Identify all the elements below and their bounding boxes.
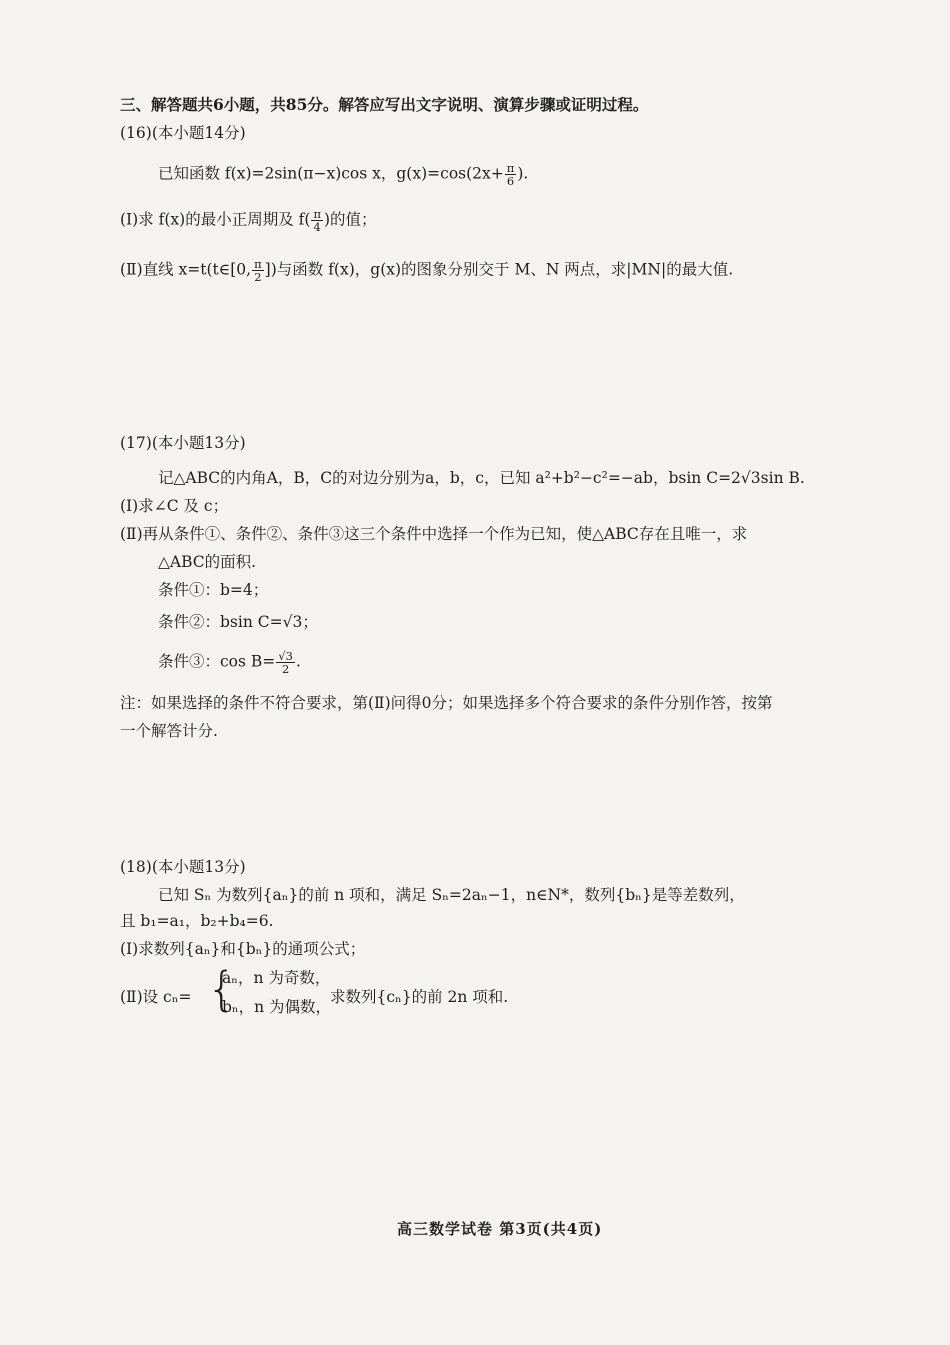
q17-condition-1: 条件①：b=4； [158, 581, 269, 599]
q16-part2-text-b: ])与函数 f(x)，g(x)的图象分别交于 M、N 两点，求|MN|的最大值. [264, 260, 734, 279]
q16-part2-fraction [252, 258, 264, 283]
q17-cond3-text-b: . [295, 652, 301, 671]
fraction-denominator: 6 [506, 174, 515, 188]
piecewise-brace: { [207, 962, 237, 1016]
q16-part2-text-a: (Ⅱ)直线 x=t(t∈[0, [120, 260, 252, 279]
fraction-numerator: √3 [278, 649, 293, 663]
q16-part1-text-b: )的值； [324, 210, 377, 229]
q18-stem-line1: 已知 Sₙ 为数列{aₙ}的前 n 项和，满足 Sₙ=2aₙ−1，n∈N*，数列{bₙ}是等差数列， [158, 886, 745, 904]
q18-title: (18)(本小题13分) [120, 858, 246, 876]
q18-part2-prefix: (Ⅱ)设 cₙ= [120, 988, 192, 1006]
q16-stem-text-a: 已知函数 f(x)=2sin(π−x)cos x，g(x)=cos(2x+ [158, 164, 504, 183]
q17-note-line2: 一个解答计分. [120, 722, 218, 740]
fraction-denominator: 4 [313, 220, 321, 234]
q16-part2 [120, 258, 733, 283]
q17-cond3-text-a: 条件③：cos B= [158, 652, 276, 671]
fraction-denominator: 2 [281, 662, 290, 676]
q16-stem-text-b: ). [517, 164, 529, 183]
q17-title: (17)(本小题13分) [120, 434, 246, 452]
q18-part2-suffix: 求数列{cₙ}的前 2n 项和. [330, 988, 509, 1006]
q17-condition-3 [158, 650, 301, 675]
section-header: 三、解答题共6小题，共85分。解答应写出文字说明、演算步骤或证明过程。 [120, 95, 649, 114]
q16-stem [158, 162, 528, 187]
q16-stem-fraction [505, 162, 517, 187]
q16-part1 [120, 208, 377, 233]
fraction-numerator: π [254, 257, 262, 271]
fraction-denominator: 2 [254, 270, 262, 284]
q18-stem-line2: 且 b₁=a₁，b₂+b₄=6. [120, 912, 274, 930]
q17-condition-2: 条件②：bsin C=√3； [158, 613, 318, 631]
fraction-numerator: π [313, 207, 321, 221]
q16-part1-text-a: (Ⅰ)求 f(x)的最小正周期及 f( [120, 210, 311, 229]
q17-stem: 记△ABC的内角A，B，C的对边分别为a，b，c，已知 a²+b²−c²=−ab，bsin C=2√3sin B. [158, 469, 805, 487]
q16-part1-fraction [311, 208, 323, 233]
q17-cond3-fraction [276, 650, 295, 675]
q18-case-even: bₙ，n 为偶数， [222, 998, 332, 1016]
q18-part1: (Ⅰ)求数列{aₙ}和{bₙ}的通项公式； [120, 940, 366, 958]
q17-part1: (Ⅰ)求∠C 及 c； [120, 497, 229, 515]
q17-part2-line1: (Ⅱ)再从条件①、条件②、条件③这三个条件中选择一个作为已知，使△ABC存在且唯一，求 [120, 525, 748, 543]
fraction-numerator: π [506, 161, 515, 175]
q17-note-line1: 注：如果选择的条件不符合要求，第(Ⅱ)问得0分；如果选择多个符合要求的条件分别作答，按第 [120, 694, 773, 712]
q17-part2-line2: △ABC的面积. [158, 553, 257, 571]
page-footer: 高三数学试卷 第3页(共4页) [397, 1220, 603, 1238]
q18-case-odd: aₙ，n 为奇数， [222, 969, 331, 987]
q16-title: (16)(本小题14分) [120, 124, 246, 142]
